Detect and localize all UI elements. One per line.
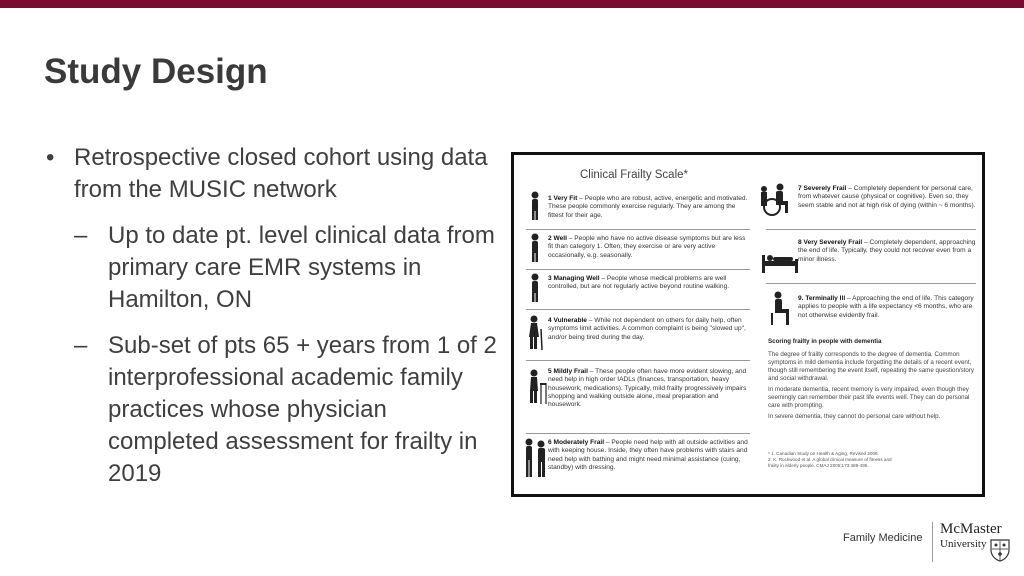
level-head: 1 Very Fit — [548, 195, 578, 202]
sub-bullet-item — [44, 330, 504, 490]
department-label: Family Medicine — [843, 532, 923, 544]
scoring-title: Scoring frailty in people with dementia — [768, 338, 882, 345]
footer-divider — [932, 522, 933, 562]
page-title: Study Design — [44, 52, 268, 91]
reference-line: * 1. Canadian Study on Health & Aging, Revised 2008. — [768, 451, 879, 456]
level-head: 2 Well — [548, 235, 567, 242]
bullet-text: Retrospective closed cohort using data from the MUSIC network — [74, 144, 488, 203]
level-head: 7 Severely Frail — [798, 185, 847, 192]
person-figure-icon — [528, 273, 542, 303]
sub-bullet-marker: – — [74, 222, 88, 249]
frailty-level-6 — [548, 439, 748, 472]
bullet-list — [44, 142, 504, 490]
divider — [526, 229, 750, 230]
bed-figure-icon — [760, 253, 800, 275]
level-text: – People need help with all outside activities and with keeping house. Inside, they often have problems with stairs and need help with bathing and might need minimal assistance (cuing, standby) with dressing. — [548, 439, 748, 471]
divider — [526, 433, 750, 434]
frailty-level-7 — [798, 185, 978, 210]
scoring-paragraph: The degree of frailty corresponds to the degree of dementia. Common symptoms in mild dementia include forgetting the details of a recent event, though still remembering the event itself, repeating the same question/story and social withdrawal. — [768, 351, 975, 382]
divider — [526, 309, 750, 310]
figure-title: Clinical Frailty Scale* — [580, 169, 689, 181]
dementia-scoring — [768, 338, 978, 421]
top-accent-bar — [0, 0, 1024, 8]
logo-line-1: McMaster — [940, 521, 1002, 537]
reference-line: frailty in elderly people. CMAJ 2005;173:489-495. — [768, 463, 869, 468]
level-text: – People who are robust, active, energetic and motivated. These people commonly exercise regularly. They are among the fittest for their age. — [548, 195, 748, 219]
references — [768, 451, 978, 469]
frailty-level-9 — [798, 295, 978, 320]
level-head: 9. Terminally Ill — [798, 295, 846, 302]
frailty-level-3 — [548, 275, 748, 292]
person-figure-icon — [528, 233, 542, 263]
reference-line: 2. K. Rockwood et al. A global clinical measure of fitness and — [768, 457, 892, 462]
level-head: 3 Managing Well — [548, 275, 600, 282]
person-figure-icon — [526, 315, 544, 351]
logo-line-2: University — [940, 538, 987, 550]
level-text: – While not dependent on others for daily help, often symptoms limit activities. A common complaint is being "slowed up", and/or being tired during the day. — [548, 317, 746, 341]
level-text: – Completely dependent for personal care, from whatever cause (physical or cognitive). Even so, they seem stable and not at high risk of dying (within ~ 6 months). — [798, 185, 976, 209]
level-text: – People whose medical problems are well controlled, but are not regularly active beyond routine walking. — [548, 275, 730, 291]
frailty-level-4 — [548, 317, 748, 342]
sub-bullet-text: Up to date pt. level clinical data from primary care EMR systems in Hamilton, ON — [108, 222, 495, 313]
sub-bullet-item — [44, 220, 504, 316]
level-head: 5 Mildly Frail — [548, 368, 588, 375]
divider — [526, 360, 750, 361]
person-figure-icon — [526, 369, 548, 405]
frailty-level-8 — [798, 239, 978, 264]
person-figure-icon — [522, 437, 550, 479]
mcmaster-crest-icon — [990, 538, 1010, 562]
bullet-marker: • — [46, 144, 55, 171]
person-figure-icon — [528, 191, 542, 221]
scoring-paragraph: In severe dementia, they cannot do personal care without help. — [768, 413, 941, 420]
bullet-item — [44, 142, 504, 206]
divider — [526, 269, 750, 270]
scoring-paragraph: In moderate dementia, recent memory is very impaired, even though they seemingly can remember their past life events well. They can do personal care with prompting. — [768, 386, 970, 409]
wheelchair-figure-icon — [758, 183, 794, 217]
frailty-level-5 — [548, 368, 748, 409]
level-head: 8 Very Severely Frail — [798, 239, 863, 246]
level-text: – Approaching the end of life. This category applies to people with a life expectancy <6 months, who are not otherwise evidently frail. — [798, 295, 974, 319]
level-text: – People who have no active disease symptoms but are less fit than category 1. Often, they exercise or are very active occasionally, e.g. seasonally. — [548, 235, 746, 259]
level-text: – Completely dependent, approaching the end of life. Typically, they could not recover even from a minor illness. — [798, 239, 976, 263]
clinical-frailty-scale-figure — [511, 152, 985, 497]
sub-bullet-text: Sub-set of pts 65 + years from 1 of 2 interprofessional academic family practices whose physician completed assessment for frailty in 2019 — [108, 332, 497, 487]
level-head: 4 Vulnerable — [548, 317, 587, 324]
frailty-level-1 — [548, 195, 748, 220]
sub-bullet-marker: – — [74, 332, 88, 359]
divider — [766, 229, 976, 230]
level-head: 6 Moderately Frail — [548, 439, 605, 446]
frailty-level-2 — [548, 235, 748, 260]
level-text: – These people often have more evident slowing, and need help in high order IADLs (finances, transportation, heavy housework, medications). Typically, mild frailty progressively impairs shopping and walking outside alone, meal preparation and housework. — [548, 368, 747, 409]
divider — [766, 283, 976, 284]
seated-figure-icon — [768, 291, 794, 327]
